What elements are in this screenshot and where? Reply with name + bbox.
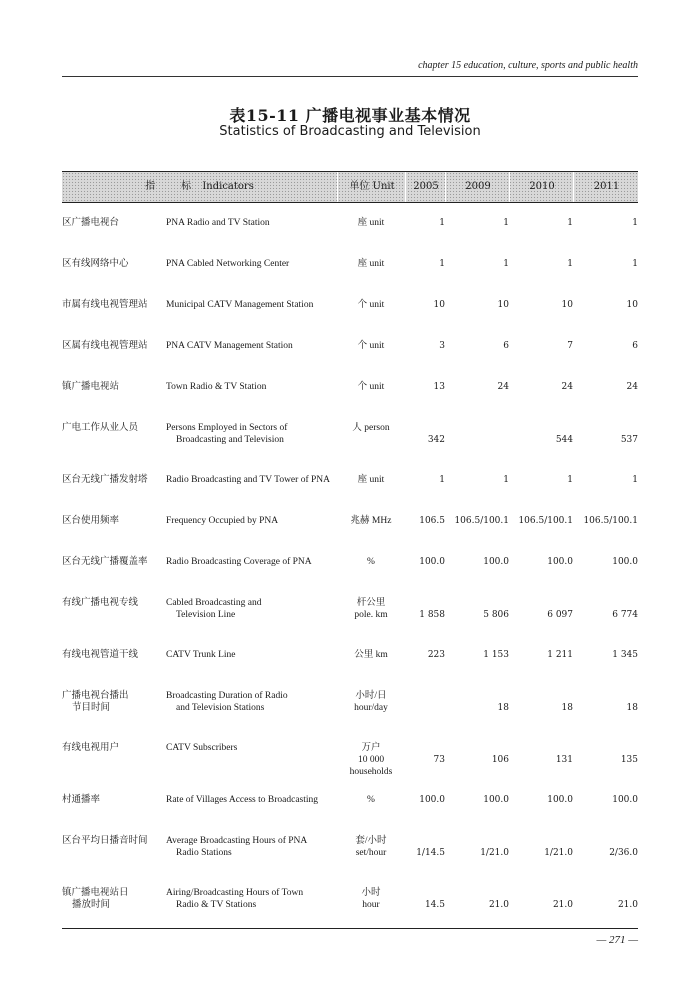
indicator-en-line: Persons Employed in Sectors of bbox=[166, 423, 288, 433]
indicator-en bbox=[166, 556, 341, 568]
unit-cell-line: % bbox=[367, 557, 375, 567]
statistics-table bbox=[62, 171, 638, 929]
value-2009: 106 bbox=[491, 755, 509, 765]
value-2010: 100.0 bbox=[547, 557, 573, 567]
header-year-2011: 2011 bbox=[573, 172, 639, 202]
page-number: — 271 — bbox=[596, 934, 638, 946]
indicator-en-line: Radio Stations bbox=[176, 848, 232, 858]
indicator-en bbox=[166, 381, 341, 393]
value-2011: 18 bbox=[626, 703, 638, 713]
indicator-en-line: PNA Cabled Networking Center bbox=[166, 259, 290, 269]
value-2005: 1 bbox=[439, 218, 445, 228]
indicator-cn bbox=[62, 422, 166, 434]
unit-cell-line: 小时/日 bbox=[355, 691, 387, 701]
indicator-en bbox=[166, 515, 341, 527]
unit-cell-line: % bbox=[367, 795, 375, 805]
value-2010: 10 bbox=[561, 300, 573, 310]
value-2005: 14.5 bbox=[424, 900, 445, 910]
unit-cell-line: 座 unit bbox=[357, 218, 385, 228]
indicator-cn-line: 有线电视用户 bbox=[62, 742, 120, 753]
unit-cell-line: 公里 km bbox=[354, 650, 388, 660]
indicator-cn-line: 区台使用频率 bbox=[62, 515, 120, 526]
indicator-en bbox=[166, 474, 341, 486]
indicator-cn bbox=[62, 381, 166, 393]
value-2011: 100.0 bbox=[612, 795, 638, 805]
value-2010: 1/21.0 bbox=[544, 848, 573, 858]
unit-cell-line: set/hour bbox=[355, 848, 387, 858]
value-2009: 106.5/100.1 bbox=[454, 516, 509, 526]
value-2010: 100.0 bbox=[547, 795, 573, 805]
indicator-cn-line: 广电工作从业人员 bbox=[62, 422, 139, 433]
value-2009: 6 bbox=[503, 341, 509, 351]
indicator-cn-line: 区属有线电视管理站 bbox=[62, 340, 148, 351]
indicator-cn bbox=[62, 794, 166, 806]
unit-cell bbox=[337, 422, 405, 434]
unit-cell-line: 10 000 households bbox=[349, 755, 393, 777]
value-2005: 13 bbox=[433, 382, 445, 392]
indicator-cn-line: 节目时间 bbox=[72, 702, 111, 713]
table-header bbox=[62, 171, 638, 203]
value-2009: 100.0 bbox=[483, 795, 509, 805]
value-2009: 1 bbox=[503, 218, 509, 228]
value-2005: 223 bbox=[427, 650, 445, 660]
indicator-en bbox=[166, 340, 341, 352]
value-2005: 100.0 bbox=[419, 795, 445, 805]
indicator-en-line: and Television Stations bbox=[176, 703, 265, 713]
indicator-cn bbox=[62, 742, 166, 754]
indicator-en bbox=[166, 258, 341, 270]
value-2011: 135 bbox=[620, 755, 638, 765]
unit-cell bbox=[337, 742, 405, 778]
unit-cell-line: pole. km bbox=[354, 610, 388, 620]
value-2011: 6 bbox=[632, 341, 638, 351]
indicator-cn-line: 播放时间 bbox=[72, 899, 111, 910]
value-2005: 10 bbox=[433, 300, 445, 310]
value-2010: 1 bbox=[567, 218, 573, 228]
unit-cell-line: 个 unit bbox=[357, 382, 385, 392]
value-2010: 6 097 bbox=[547, 610, 573, 620]
value-2011: 106.5/100.1 bbox=[583, 516, 638, 526]
value-2011: 1 bbox=[632, 218, 638, 228]
unit-cell bbox=[337, 690, 405, 714]
value-2009: 1/21.0 bbox=[480, 848, 509, 858]
indicator-en-line: Municipal CATV Management Station bbox=[166, 300, 314, 310]
unit-cell bbox=[337, 474, 405, 486]
unit-cell bbox=[337, 217, 405, 229]
unit-cell bbox=[337, 381, 405, 393]
indicator-cn bbox=[62, 299, 166, 311]
indicator-en-line: Frequency Occupied by PNA bbox=[166, 516, 279, 526]
unit-cell bbox=[337, 258, 405, 270]
value-2011: 1 bbox=[632, 259, 638, 269]
header-unit: 单位 Unit bbox=[337, 172, 406, 202]
indicator-en-line: CATV Subscribers bbox=[166, 743, 238, 753]
table-title-cn: 表15-11 广播电视事业基本情况 bbox=[229, 106, 471, 125]
indicator-en-line: CATV Trunk Line bbox=[166, 650, 236, 660]
header-indicator-en: Indicators bbox=[202, 181, 254, 192]
indicator-cn bbox=[62, 649, 166, 661]
table-body bbox=[62, 203, 638, 929]
value-2010: 106.5/100.1 bbox=[518, 516, 573, 526]
indicator-en-line: Airing/Broadcasting Hours of Town bbox=[166, 888, 304, 898]
indicator-en bbox=[166, 794, 341, 806]
indicator-cn-line: 市属有线电视管理站 bbox=[62, 299, 148, 310]
indicator-en bbox=[166, 690, 341, 714]
value-2011: 10 bbox=[626, 300, 638, 310]
value-2009: 21.0 bbox=[488, 900, 509, 910]
indicator-cn bbox=[62, 515, 166, 527]
value-2011: 24 bbox=[626, 382, 638, 392]
indicator-cn bbox=[62, 556, 166, 568]
indicator-cn-line: 镇广播电视站日 bbox=[62, 887, 129, 898]
indicator-en-line: Average Broadcasting Hours of PNA bbox=[166, 836, 308, 846]
unit-cell bbox=[337, 887, 405, 911]
value-2010: 24 bbox=[561, 382, 573, 392]
indicator-cn-line: 区台无线广播发射塔 bbox=[62, 474, 148, 485]
indicator-cn-line: 有线电视管道干线 bbox=[62, 649, 139, 660]
indicator-cn-line: 区有线网络中心 bbox=[62, 258, 129, 269]
running-header: chapter 15 education, culture, sports and public health bbox=[62, 60, 638, 77]
indicator-cn bbox=[62, 217, 166, 229]
indicator-en-line: Broadcasting and Television bbox=[176, 435, 284, 445]
header-year-2009: 2009 bbox=[445, 172, 510, 202]
value-2009: 5 806 bbox=[483, 610, 509, 620]
value-2005: 1 858 bbox=[419, 610, 445, 620]
unit-cell bbox=[337, 649, 405, 661]
indicator-cn-line: 村通播率 bbox=[62, 794, 101, 805]
value-2011: 100.0 bbox=[612, 557, 638, 567]
indicator-en-line: Broadcasting Duration of Radio bbox=[166, 691, 288, 701]
indicator-en-line: Rate of Villages Access to Broadcasting bbox=[166, 795, 319, 805]
unit-cell-line: 杆公里 bbox=[356, 598, 386, 608]
unit-cell-line: 座 unit bbox=[357, 475, 385, 485]
indicator-en-line: Radio & TV Stations bbox=[176, 900, 257, 910]
value-2009: 1 bbox=[503, 475, 509, 485]
indicator-en-line: Television Line bbox=[176, 610, 236, 620]
indicator-en-line: PNA CATV Management Station bbox=[166, 341, 293, 351]
indicator-en bbox=[166, 422, 341, 446]
unit-cell-line: 个 unit bbox=[357, 341, 385, 351]
indicator-cn-line: 有线广播电视专线 bbox=[62, 597, 139, 608]
indicator-cn-line: 镇广播电视站 bbox=[62, 381, 120, 392]
unit-cell-line: 座 unit bbox=[357, 259, 385, 269]
unit-cell-line: 万户 bbox=[361, 743, 381, 753]
indicator-cn bbox=[62, 340, 166, 352]
indicator-en bbox=[166, 742, 341, 754]
value-2005: 1 bbox=[439, 475, 445, 485]
value-2010: 21.0 bbox=[552, 900, 573, 910]
indicator-cn bbox=[62, 835, 166, 847]
unit-cell-line: 人 person bbox=[352, 423, 390, 433]
value-2005: 342 bbox=[427, 435, 445, 445]
value-2005: 1 bbox=[439, 259, 445, 269]
header-year-2005: 2005 bbox=[405, 172, 446, 202]
value-2010: 18 bbox=[561, 703, 573, 713]
header-indicator-cn: 指 标 bbox=[145, 181, 200, 192]
unit-cell-line: 兆赫 MHz bbox=[350, 516, 392, 526]
unit-cell bbox=[337, 597, 405, 621]
indicator-en bbox=[166, 299, 341, 311]
value-2011: 537 bbox=[620, 435, 638, 445]
indicator-cn bbox=[62, 474, 166, 486]
value-2010: 544 bbox=[555, 435, 573, 445]
value-2011: 1 bbox=[632, 475, 638, 485]
value-2010: 131 bbox=[555, 755, 573, 765]
value-2009: 10 bbox=[497, 300, 509, 310]
indicator-en bbox=[166, 597, 341, 621]
value-2005: 3 bbox=[439, 341, 445, 351]
value-2005: 100.0 bbox=[419, 557, 445, 567]
value-2005: 106.5 bbox=[419, 516, 445, 526]
unit-cell-line: 个 unit bbox=[357, 300, 385, 310]
value-2005: 73 bbox=[433, 755, 445, 765]
unit-cell bbox=[337, 299, 405, 311]
unit-cell bbox=[337, 340, 405, 352]
unit-cell bbox=[337, 515, 405, 527]
indicator-cn bbox=[62, 597, 166, 609]
indicator-en-line: PNA Radio and TV Station bbox=[166, 218, 270, 228]
unit-cell-line: hour/day bbox=[354, 703, 388, 713]
indicator-cn-line: 区广播电视台 bbox=[62, 217, 120, 228]
unit-cell-line: 小时 bbox=[361, 888, 381, 898]
value-2009: 1 bbox=[503, 259, 509, 269]
indicator-cn bbox=[62, 690, 166, 714]
indicator-cn-line: 区台无线广播覆盖率 bbox=[62, 556, 148, 567]
value-2010: 1 211 bbox=[547, 650, 573, 660]
value-2011: 21.0 bbox=[617, 900, 638, 910]
value-2009: 18 bbox=[497, 703, 509, 713]
value-2005: 1/14.5 bbox=[416, 848, 445, 858]
table-title-en: Statistics of Broadcasting and Television bbox=[219, 124, 481, 139]
value-2010: 1 bbox=[567, 475, 573, 485]
header-indicators bbox=[62, 172, 337, 202]
header-year-2010: 2010 bbox=[509, 172, 574, 202]
unit-cell bbox=[337, 835, 405, 859]
indicator-cn-line: 广播电视台播出 bbox=[62, 690, 129, 701]
indicator-en bbox=[166, 887, 341, 911]
unit-cell-line: 套/小时 bbox=[355, 836, 387, 846]
indicator-en bbox=[166, 217, 341, 229]
unit-cell-line: hour bbox=[362, 900, 380, 910]
indicator-cn-line: 区台平均日播音时间 bbox=[62, 835, 148, 846]
value-2010: 7 bbox=[567, 341, 573, 351]
value-2011: 1 345 bbox=[612, 650, 638, 660]
value-2011: 6 774 bbox=[612, 610, 638, 620]
indicator-en bbox=[166, 649, 341, 661]
indicator-en-line: Town Radio & TV Station bbox=[166, 382, 267, 392]
value-2010: 1 bbox=[567, 259, 573, 269]
unit-cell bbox=[337, 794, 405, 806]
value-2009: 1 153 bbox=[483, 650, 509, 660]
unit-cell bbox=[337, 556, 405, 568]
value-2009: 100.0 bbox=[483, 557, 509, 567]
indicator-cn bbox=[62, 258, 166, 270]
value-2011: 2/36.0 bbox=[609, 848, 638, 858]
indicator-en-line: Radio Broadcasting Coverage of PNA bbox=[166, 557, 312, 567]
indicator-en bbox=[166, 835, 341, 859]
indicator-en-line: Radio Broadcasting and TV Tower of PNA bbox=[166, 475, 330, 485]
value-2009: 24 bbox=[497, 382, 509, 392]
indicator-cn bbox=[62, 887, 166, 911]
indicator-en-line: Cabled Broadcasting and bbox=[166, 598, 262, 608]
